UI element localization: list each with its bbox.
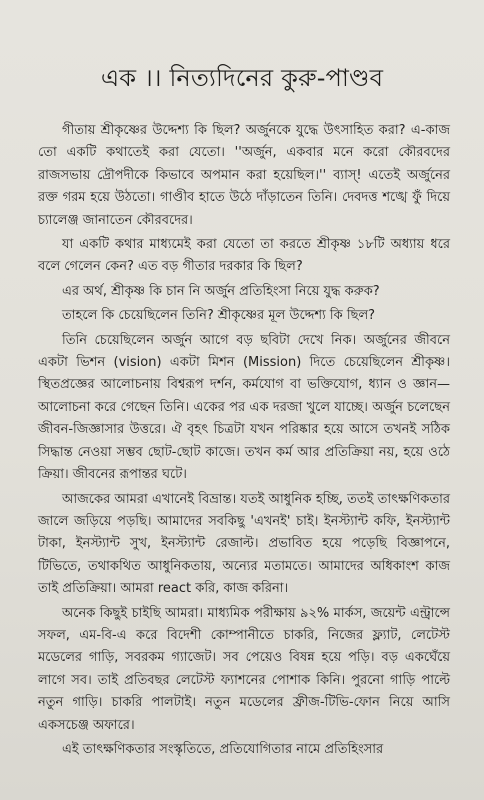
paragraph: গীতায় শ্রীকৃষ্ণের উদ্দেশ্য কি ছিল? অর্জুনকে যুদ্ধে উৎসাহিত করা? এ-কাজ তো একটি কথাতেই করা যেতো। ''অর্জুন, একবার মনে করো কৌরবদের রাজসভায় দ্রৌপদীকে কিভাবে অপমান করা হয়েছিল।'' ব্যাস্! এতেই অর্জুনের রক্ত গরম হয়ে উঠতো। গাণ্ডীব হাতে উঠে দাঁড়াতেন তিনি। দেবদত্ত শঙ্খে ফুঁ দিয়ে চ্যালেঞ্জ জানাতেন কৌরবদের। [38,123,450,228]
paragraph: এর অর্থ, শ্রীকৃষ্ণ কি চান নি অর্জুন প্রতিহিংসা নিয়ে যুদ্ধ করুক? [62,283,380,299]
paragraph: অনেক কিছুই চাইছি আমরা। মাধ্যমিক পরীক্ষায় ৯২% মার্কস, জয়েন্ট এন্ট্রান্সে সফল, এম-বি-এ করে বিদেশী কোম্পানীতে চাকরি, নিজের ফ্ল্যাট, লেটেস্ট মডেলের গাড়ি, সবরকম গ্যাজেট। সব পেয়েও বিষন্ন হয়ে পড়ি। বড় একঘেঁয়ে লাগে সব। তাই প্রতিবছর লেটেস্ট ফ্যাশনের পোশাক কিনি। পুরনো গাড়ি পাল্টে নতুন গাড়ি। চাকরি পালটাই। নতুন মডেলের ফ্রীজ-টিভি-ফোন নিয়ে আসি একসচেঞ্জ অফারে। [38,605,450,733]
chapter-body [38,120,450,763]
paragraph: যা একটি কথার মাধ্যমেই করা যেতো তা করতে শ্রীকৃষ্ণ ১৮টি অধ্যায় ধরে বলে গেলেন কেন? এত বড় গীতার দরকার কি ছিল? [38,237,450,275]
paragraph: আজকের আমরা এখানেই বিভ্রান্ত। যতই আধুনিক হচ্ছি, ততই তাৎক্ষণিকতার জালে জড়িয়ে পড়ছি। আমাদের সবকিছু 'এখনই' চাই। ইনস্ট্যান্ট কফি, ইনস্ট্যান্ট টাকা, ইনস্ট্যান্ট সুখ, ইনস্ট্যান্ট রেজাল্ট। প্রভাবিত হয়ে পড়েছি বিজ্ঞাপনে, টিভিতে, তথাকথিত আধুনিকতায়, অন্যের মতামতে। আমাদের অধিকাংশ কাজ তাই প্রতিক্রিয়া। আমরা react করি, কাজ করিনা। [38,491,450,597]
paragraph: তাহলে কি চেয়েছিলেন তিনি? শ্রীকৃষ্ণের মূল উদ্দেশ্য কি ছিল? [62,308,376,324]
paragraph: এই তাৎক্ষণিকতার সংস্কৃতিতে, প্রতিযোগিতার নামে প্রতিহিংসার [62,741,384,757]
paragraph: তিনি চেয়েছিলেন অর্জুন আগে বড় ছবিটা দেখে নিক। অর্জুনের জীবনে একটা ভিশন (vision) একটা মিশন (Mission) দিতে চেয়েছিলেন শ্রীকৃষ্ণ। স্থিতপ্রজ্ঞের আলোচনায় বিশ্বরূপ দর্শন, কর্মযোগ বা ভক্তিযোগ, ধ্যান ও জ্ঞান—আলোচনা করে গেছেন তিনি। একের পর এক দরজা খুলে যাচ্ছে। অর্জুন চলেছেন জীবন-জিজ্ঞাসার উত্তরে। ঐ বৃহৎ চিত্রটা যখন পরিষ্কার হয়ে আসে তখনই সঠিক সিদ্ধান্ত নেওয়া সম্ভব ছোট-ছোট কাজে। তখন কর্ম আর প্রতিক্রিয়া নয়, হয়ে ওঠে ক্রিয়া। জীবনের রূপান্তর ঘটে। [38,332,450,483]
chapter-title: এক ।। নিত্যদিনের কুরু-পাণ্ডব [100,64,384,92]
